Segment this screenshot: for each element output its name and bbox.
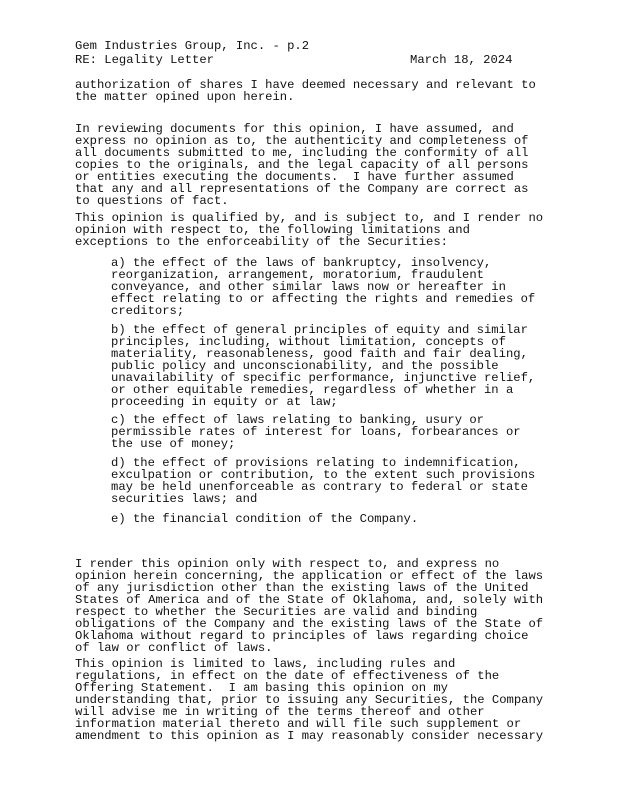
text-line: d) the effect of provisions relating to indemnification, [111,456,521,470]
text-line: the matter opined upon herein. [75,90,295,104]
text-line: creditors; [111,304,185,318]
text-line: opinion herein concerning, the application or effect of the laws [75,569,544,583]
text-line: unavailability of specific performance, injunctive relief, [111,371,536,385]
text-line: all documents submitted to me, including the conformity of all [75,146,529,160]
text-line: reorganization, arrangement, moratorium, fraudulent [111,268,484,282]
text-line: express no opinion as to, the authenticity and completeness of [75,134,529,148]
text-line: Oklahoma without regard to principles of laws regarding choice [75,629,529,643]
text-line: or other equitable remedies, regardless of whether in a [111,383,514,397]
text-line: Offering Statement. I am basing this opinion on my [75,681,448,695]
text-line: information material thereto and will file such supplement or [75,717,522,731]
text-line: b) the effect of general principles of equity and similar [111,323,528,337]
text-line: This opinion is limited to laws, including rules and [75,657,456,671]
text-line: In reviewing documents for this opinion, I have assumed, and [75,122,514,136]
letter-title: Gem Industries Group, Inc. - p.2 [75,39,310,53]
text-line: permissible rates of interest for loans, forbearances or [111,425,521,439]
text-line: exceptions to the enforceability of the Securities: [75,235,448,249]
text-line: This opinion is qualified by, and is subject to, and I render no [75,211,544,225]
letter-re-line: RE: Legality Letter [75,53,214,67]
text-line: copies to the originals, and the legal capacity of all persons [75,158,529,172]
text-line: understanding that, prior to issuing any Securities, the Company [75,693,544,707]
text-line: amendment to this opinion as I may reasonably consider necessary [75,729,544,743]
text-line: of any jurisdiction other than the existing laws of the United [75,581,529,595]
text-line: a) the effect of the laws of bankruptcy, insolvency, [111,256,492,270]
text-line: regulations, in effect on the date of effectiveness of the [75,669,500,683]
text-line: public policy and unconscionability, and the possible [111,359,499,373]
text-line: I render this opinion only with respect to, and express no [75,557,500,571]
text-line: materiality, reasonableness, good faith and fair dealing, [111,347,528,361]
text-line: the use of money; [111,437,236,451]
text-line: obligations of the Company and the existing laws of the State of [75,617,544,631]
text-line: States of America and of the State of Oklahoma, and, solely with [75,593,544,607]
text-line: may be held unenforceable as contrary to federal or state [111,480,528,494]
text-line: or entities executing the documents. I have further assumed [75,170,514,184]
text-line: respect to whether the Securities are valid and binding [75,605,478,619]
text-line: authorization of shares I have deemed necessary and relevant to [75,78,536,92]
text-line: securities laws; and [111,492,258,506]
text-line: that any and all representations of the Company are correct as [75,182,529,196]
text-line: e) the financial condition of the Company. [111,512,419,526]
text-line: exculpation or contribution, to the extent such provisions [111,468,536,482]
text-line: proceeding in equity or at law; [111,395,338,409]
text-line: opinion with respect to, the following limitations and [75,223,470,237]
text-line: principles, including, without limitation, concepts of [111,335,506,349]
text-line: of law or conflict of laws. [75,641,273,655]
text-line: conveyance, and other similar laws now or hereafter in [111,280,506,294]
text-line: will advise me in writing of the terms thereof and other [75,705,485,719]
letter-date: March 18, 2024 [410,53,513,67]
text-line: effect relating to or affecting the rights and remedies of [111,292,536,306]
text-line: c) the effect of laws relating to banking, usury or [111,413,484,427]
text-line: to questions of fact. [75,194,229,208]
